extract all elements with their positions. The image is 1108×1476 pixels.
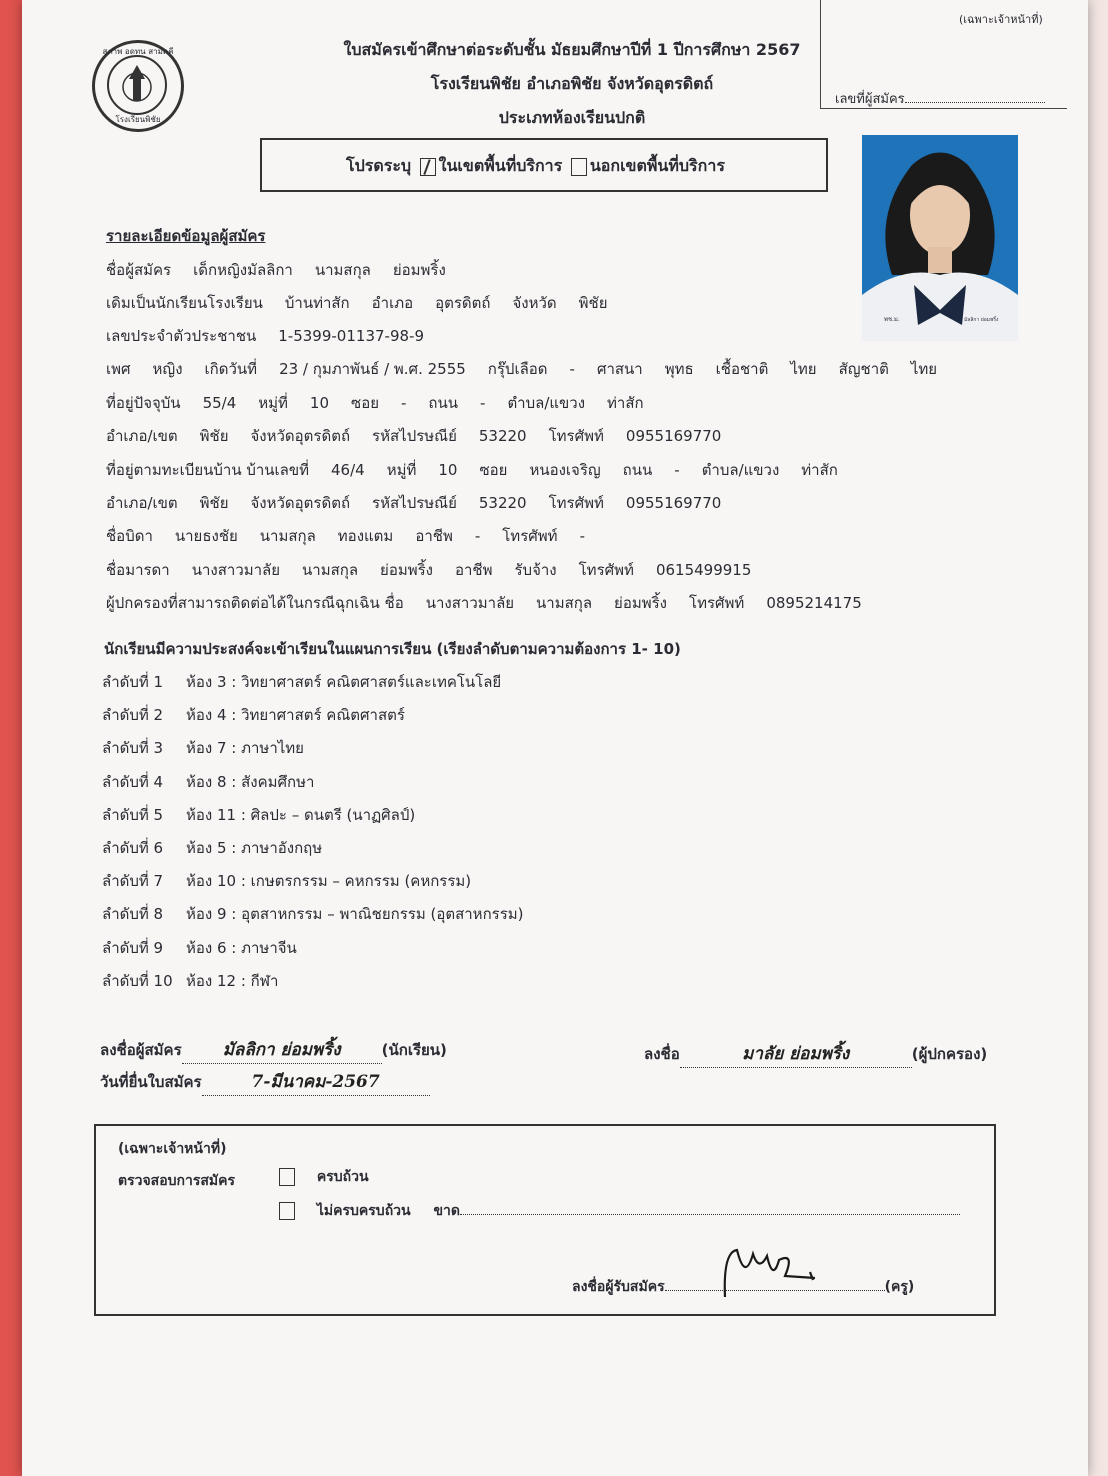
preference-item: [102, 969, 300, 993]
corner-staff-only: (เฉพาะเจ้าหน้าที่): [959, 13, 1043, 26]
guardian-signature-line: ลงชื่อ มาลัย ย่อมพริ้ง (ผู้ปกครอง): [644, 1040, 987, 1068]
preference-rank: ลำดับที่ 7: [102, 872, 164, 891]
preference-room: ห้อง 4 : วิทยาศาสตร์ คณิตศาสตร์: [186, 706, 405, 725]
preference-room: ห้อง 8 : สังคมศึกษา: [186, 772, 315, 791]
preference-room: ห้อง 11 : ศิลปะ – ดนตรี (นาฏศิลป์): [186, 805, 416, 824]
inside-area-checkbox[interactable]: [420, 158, 436, 176]
crest-inner-ring: [107, 55, 167, 115]
applicant-section-title: รายละเอียดข้อมูลผู้สมัคร: [106, 227, 266, 245]
applicant-name: เด็กหญิงมัลลิกา: [193, 261, 293, 279]
missing-label: ขาด: [433, 1203, 461, 1219]
submit-date-line: วันที่ยื่นใบสมัคร 7-มีนาคม-2567: [100, 1068, 430, 1096]
preference-rank: ลำดับที่ 9: [102, 938, 164, 957]
applicant-signature: มัลลิกา ย่อมพริ้ง: [182, 1036, 382, 1064]
applicant-number-label: เลขที่ผู้สมัคร: [835, 88, 1045, 109]
service-area-box: [260, 138, 828, 192]
row-guardian: ผู้ปกครองที่สามารถติดต่อได้ในกรณีฉุกเฉิน ชื่อ นางสาวมาลัย นามสกุล ย่อมพริ้ง โทรศัพท์ 0895214175: [106, 594, 862, 612]
preference-item: [102, 836, 344, 860]
school-crest-icon: [92, 40, 184, 132]
preference-item: [102, 736, 326, 760]
row-current-address-2: อำเภอ/เขต พิชัย จังหวัดอุตรดิตถ์ รหัสไปรษณีย์ 53220 โทรศัพท์ 0955169770: [106, 427, 722, 445]
row-registered-address: ที่อยู่ตามทะเบียนบ้าน บ้านเลขที่ 46/4 หมู่ที่ 10 ซอย หนองเจริญ ถนน - ตำบล/แขวง ท่าสัก: [106, 461, 838, 479]
preference-item: [102, 670, 523, 694]
logo-motto: สุภาพ อดทน สามัคคี: [102, 47, 174, 56]
citizen-id: 1-5399-01137-98-9: [278, 327, 424, 345]
preference-item: [102, 902, 546, 926]
preference-room: ห้อง 7 : ภาษาไทย: [186, 739, 304, 758]
staff-title: (เฉพาะเจ้าหน้าที่): [118, 1141, 227, 1157]
preference-item: [102, 936, 319, 960]
preference-rank: ลำดับที่ 3: [102, 739, 164, 758]
preference-rank: ลำดับที่ 1: [102, 673, 164, 691]
applicant-signature-line: ลงชื่อผู้สมัคร มัลลิกา ย่อมพริ้ง (นักเรียน): [100, 1036, 447, 1064]
receiver-signature-line: ลงชื่อผู้รับสมัคร (ครู): [572, 1276, 914, 1298]
preference-room: ห้อง 6 : ภาษาจีน: [186, 938, 297, 957]
photo-badge-right: มัลลิกา ย่อมพริ้ง: [964, 317, 999, 323]
complete-checkbox[interactable]: [279, 1168, 295, 1186]
preference-room: ห้อง 12 : กีฬา: [186, 971, 279, 990]
applicant-number-box: [820, 0, 1067, 109]
application-form-paper: [22, 0, 1088, 1476]
staff-only-box: [94, 1124, 996, 1316]
form-title: ใบสมัครเข้าศึกษาต่อระดับชั้น มัธยมศึกษาปีที่ 1 ปีการศึกษา 2567: [343, 40, 801, 59]
preference-rank: ลำดับที่ 8: [102, 905, 164, 924]
row-personal: เพศ หญิง เกิดวันที่ 23 / กุมภาพันธ์ / พ.ศ. 2555 กรุ๊ปเลือด - ศาสนา พุทธ เชื้อชาติ ไทย สัญชาติ ไทย: [106, 360, 938, 378]
check-label: ตรวจสอบการสมัคร: [118, 1173, 236, 1189]
row-registered-address-2: อำเภอ/เขต พิชัย จังหวัดอุตรดิตถ์ รหัสไปรษณีย์ 53220 โทรศัพท์ 0955169770: [106, 494, 722, 512]
row-name: ชื่อผู้สมัคร เด็กหญิงมัลลิกา นามสกุล ย่อมพริ้ง: [106, 261, 446, 279]
preference-rank: ลำดับที่ 2: [102, 706, 164, 725]
row-id: เลขประจำตัวประชาชน 1-5399-01137-98-9: [106, 327, 424, 345]
incomplete-checkbox[interactable]: [279, 1202, 295, 1220]
incomplete-label: ไม่ครบครบถ้วน: [316, 1203, 411, 1219]
preference-rank: ลำดับที่ 5: [102, 805, 164, 824]
preference-item: [102, 770, 336, 794]
logo-school-name: โรงเรียนพิชัย: [115, 115, 161, 124]
guardian-signature: มาลัย ย่อมพริ้ง: [680, 1040, 912, 1068]
photo-badge-left: พช.ม.: [884, 316, 900, 323]
inside-area-label: ในเขตพื้นที่บริการ: [438, 156, 563, 175]
preference-item: [102, 703, 427, 727]
preference-item: [102, 869, 493, 893]
preference-rank: ลำดับที่ 10: [102, 971, 173, 990]
applicant-surname: ย่อมพริ้ง: [392, 261, 446, 279]
preference-room: ห้อง 5 : ภาษาอังกฤษ: [186, 839, 323, 857]
receiver-signature-icon: [715, 1242, 835, 1302]
preference-rank: ลำดับที่ 6: [102, 839, 164, 857]
school-line: โรงเรียนพิชัย อำเภอพิชัย จังหวัดอุตรดิตถ์: [430, 74, 714, 93]
service-area-prompt: โปรดระบุ: [346, 156, 412, 175]
outside-area-checkbox[interactable]: [571, 158, 587, 176]
applicant-photo: [862, 135, 1018, 341]
preference-rank: ลำดับที่ 4: [102, 772, 164, 791]
preferences-title: นักเรียนมีความประสงค์จะเข้าเรียนในแผนการเรียน (เรียงลำดับตามความต้องการ 1- 10): [104, 640, 681, 658]
row-father: ชื่อบิดา นายธงชัย นามสกุล ทองแตม อาชีพ - โทรศัพท์ -: [106, 527, 585, 545]
submit-date: 7-มีนาคม-2567: [202, 1068, 430, 1096]
preference-room: ห้อง 9 : อุตสาหกรรม – พาณิชยกรรม (อุตสาหกรรม): [186, 905, 524, 924]
row-mother: ชื่อมารดา นางสาวมาลัย นามสกุล ย่อมพริ้ง อาชีพ รับจ้าง โทรศัพท์ 0615499915: [106, 561, 752, 579]
class-type: ประเภทห้องเรียนปกติ: [498, 108, 646, 127]
preference-room: ห้อง 3 : วิทยาศาสตร์ คณิตศาสตร์และเทคโนโลยี: [186, 673, 502, 691]
complete-label: ครบถ้วน: [316, 1169, 369, 1185]
preference-room: ห้อง 10 : เกษตรกรรม – คหกรรม (คหกรรม): [186, 872, 472, 891]
row-former-school: เดิมเป็นนักเรียนโรงเรียน บ้านท่าสัก อำเภอ อุตรดิตถ์ จังหวัด พิชัย: [106, 294, 608, 312]
outside-area-label: นอกเขตพื้นที่บริการ: [589, 156, 725, 175]
row-current-address: ที่อยู่ปัจจุบัน 55/4 หมู่ที่ 10 ซอย - ถนน - ตำบล/แขวง ท่าสัก: [106, 394, 644, 412]
preference-item: [102, 803, 437, 827]
